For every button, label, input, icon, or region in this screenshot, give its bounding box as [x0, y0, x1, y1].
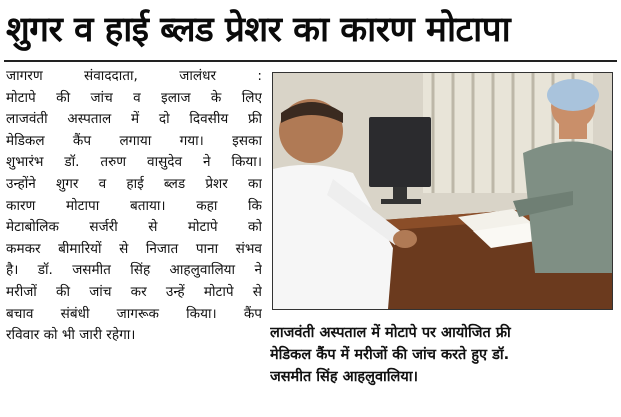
article-line: कमकर बीमारियों से निजात पाना संभव — [6, 240, 262, 257]
photo-caption — [270, 322, 616, 406]
news-photo — [272, 72, 613, 310]
article-line: मेटाबोलिक सर्जरी से मोटापे को — [6, 219, 262, 236]
caption-line: मेडिकल कैंप में मरीजों की जांच करते हुए डॉ. — [270, 347, 510, 363]
article-line: मोटापे की जांच व इलाज के लिए — [6, 89, 262, 106]
article-line: जागरण संवाददाता, जालंधर : — [6, 68, 262, 84]
caption-line: जसमीत सिंह आहलुवालिया। — [270, 369, 419, 385]
article-line: शुभारंभ डॉ. तरुण वासुदेव ने किया। — [6, 154, 262, 171]
article-body — [6, 66, 262, 412]
article-line: बचाव संबंधी जागरूक किया। कैंप — [6, 305, 262, 322]
caption-line: लाजवंती अस्पताल में मोटापे पर आयोजित फ्री — [270, 325, 511, 341]
article-line: उन्होंने शुगर व हाई ब्लड प्रेशर का — [6, 175, 262, 192]
article-line: कारण मोटापा बताया। कहा कि — [6, 197, 262, 214]
article-line: मरीजों की जांच कर उन्हें मोटापे से — [6, 283, 262, 300]
headline-rule — [4, 60, 617, 62]
headline: शुगर व हाई ब्लड प्रेशर का कारण मोटापा — [6, 10, 511, 50]
article-line: रविवार को भी जारी रहेगा। — [6, 327, 136, 344]
article-line: है। डॉ. जसमीत सिंह आहलुवालिया ने — [6, 262, 262, 279]
article-line: लाजवंती अस्पताल में दो दिवसीय फ्री — [6, 111, 262, 128]
article-line: मेडिकल कैंप लगाया गया। इसका — [6, 132, 262, 149]
